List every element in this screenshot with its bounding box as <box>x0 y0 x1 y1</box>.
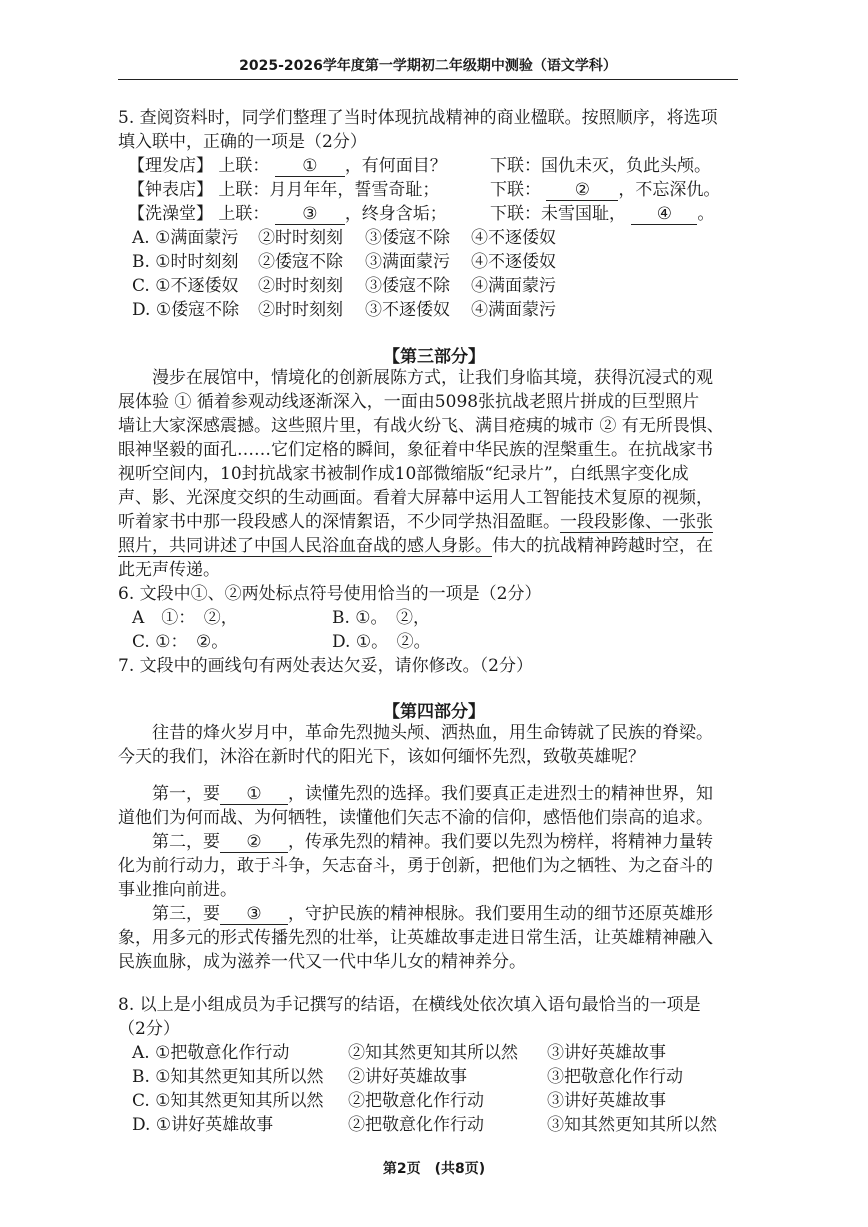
part3-line: 漫步在展馆中，情境化的创新展陈方式，让我们身临其境，获得沉浸式的观 <box>152 368 713 388</box>
option-cell: ②时时刻刻 <box>258 276 343 296</box>
option-cell: ②倭寇不除 <box>258 252 343 272</box>
page-number: 第2页 (共8页) <box>382 1161 486 1177</box>
upper-text: ，有何面目？ <box>344 156 447 176</box>
part4-para-1 <box>152 783 713 806</box>
shop-name: 【理发店】 <box>128 156 213 176</box>
part4-line: 今天的我们，沐浴在新时代的阳光下，该如何缅怀先烈，致敬英雄呢？ <box>118 747 645 767</box>
option-cell: ④满面蒙污 <box>471 276 556 296</box>
part3-title: 【第三部分】 <box>383 347 485 367</box>
para-text: 第三，要 <box>152 904 220 924</box>
blank-1: ① <box>275 156 345 177</box>
upper-text: 月月年年，誓雪奇耻； <box>269 180 440 200</box>
q8-stem-line-2: （2分） <box>118 1019 180 1039</box>
option-cell: ②讲好英雄故事 <box>348 1067 467 1087</box>
option-cell: D. ①讲好英雄故事 <box>132 1115 274 1135</box>
blank-4: ④ <box>631 204 697 225</box>
q6-option-b: B. ①。 ②， <box>332 608 431 628</box>
blank-3: ③ <box>220 904 288 925</box>
option-cell: ④不逐倭奴 <box>471 228 556 248</box>
part4-line: 化为前行动力，敢于斗争，矢志奋斗，勇于创新，把他们为之牺牲、为之奋斗的 <box>118 856 713 876</box>
option-cell: ③讲好英雄故事 <box>547 1091 666 1111</box>
option-cell: ④满面蒙污 <box>471 300 556 320</box>
upper-text: ，终身含垢； <box>344 204 447 224</box>
lower-label: 下联： <box>490 204 541 224</box>
option-cell: ③把敬意化作行动 <box>547 1067 683 1087</box>
part4-line: 事业推向前进。 <box>118 880 237 900</box>
underlined-sentence: 一段段影像、一张张 <box>560 512 713 532</box>
para-text: ，传承先烈的精神。我们要以先烈为榜样，将精神力量转 <box>288 832 713 852</box>
part4-title: 【第四部分】 <box>383 702 485 722</box>
q5-stem-line-2: 填入联中，正确的一项是（2分） <box>118 132 367 152</box>
exam-header: 2025-2026学年度第一学期初二年级期中测验（语文学科） <box>239 58 617 74</box>
para-text: 第二，要 <box>152 832 220 852</box>
option-cell: ②时时刻刻 <box>258 300 343 320</box>
lower-end: 。 <box>697 204 715 224</box>
option-cell: ③倭寇不除 <box>365 228 450 248</box>
part4-para-3 <box>152 903 713 926</box>
q5-couplet-row-lower <box>490 203 714 226</box>
part3-text: 伟大的抗战精神跨越时空，在 <box>492 536 713 556</box>
part3-line: 墙让大家深感震撼。这些照片里，有战火纷飞、满目疮痍的城市 ② 有无所畏惧、 <box>118 416 724 436</box>
q7-stem: 7. 文段中的画线句有两处表达欠妥，请你修改。（2分） <box>118 656 533 676</box>
part3-line: 眼神坚毅的面孔……它们定格的瞬间，象征着中华民族的涅槃重生。在抗战家书 <box>118 440 713 460</box>
part4-para-2 <box>152 831 713 854</box>
upper-label: 上联： <box>218 204 270 224</box>
q6-option-c: C. ①： ②。 <box>132 632 229 652</box>
q6-option-d: D. ①。 ②。 <box>332 632 431 652</box>
blank-2: ② <box>220 832 288 853</box>
option-cell: B. ①知其然更知其所以然 <box>132 1067 324 1087</box>
option-cell: A. ①把敬意化作行动 <box>132 1043 290 1063</box>
option-cell: C. ①知其然更知其所以然 <box>132 1091 324 1111</box>
upper-label: 上联： <box>218 180 270 200</box>
option-cell: ②知其然更知其所以然 <box>348 1043 518 1063</box>
option-cell: B. ①时时刻刻 <box>132 252 239 272</box>
shop-name: 【洗澡堂】 <box>128 204 213 224</box>
shop-name: 【钟表店】 <box>128 180 213 200</box>
underlined-sentence: 照片，共同讲述了中国人民浴血奋战的感人身影。 <box>118 536 492 556</box>
q6-option-a: A ①： ②， <box>132 608 238 628</box>
para-text: ，守护民族的精神根脉。我们要用生动的细节还原英雄形 <box>288 904 713 924</box>
part3-text: 听着家书中那一段段感人的深情絮语，不少同学热泪盈眶。 <box>118 512 560 532</box>
blank-3: ③ <box>275 204 345 225</box>
lower-label: 下联： <box>490 156 541 176</box>
blank-2: ② <box>546 180 618 201</box>
option-cell: ③倭寇不除 <box>365 276 450 296</box>
option-cell: ③讲好英雄故事 <box>547 1043 666 1063</box>
q6-stem: 6. 文段中①、②两处标点符号使用恰当的一项是（2分） <box>118 584 542 604</box>
part4-line: 道他们为何而战、为何牺牲，读懂他们矢志不渝的信仰，感悟他们崇高的追求。 <box>118 808 713 828</box>
part4-line: 民族血脉，成为滋养一代又一代中华儿女的精神养分。 <box>118 952 526 972</box>
q5-couplet-row-lower <box>490 155 711 178</box>
q5-couplet-row <box>128 155 447 178</box>
part3-line: 此无声传递。 <box>118 560 220 580</box>
lower-label: 下联： <box>490 180 541 200</box>
lower-text: 未雪国耻， <box>541 204 626 224</box>
part3-line-8 <box>118 535 713 558</box>
option-cell: ④不逐倭奴 <box>471 252 556 272</box>
q5-couplet-row <box>128 179 439 202</box>
q5-couplet-row-lower <box>490 179 720 202</box>
lower-text: ，不忘深仇。 <box>618 180 721 200</box>
q5-couplet-row <box>128 203 447 226</box>
part3-line-7 <box>118 511 713 534</box>
q8-stem-line-1: 8. 以上是小组成员为手记撰写的结语，在横线处依次填入语句最恰当的一项是 <box>118 995 701 1015</box>
upper-label: 上联： <box>218 156 270 176</box>
option-cell: D. ①倭寇不除 <box>132 300 240 320</box>
part3-line: 视听空间内，10封抗战家书被制作成10部微缩版“纪录片”，白纸黑字变化成 <box>118 464 689 484</box>
part4-line: 象，用多元的形式传播先烈的壮举，让英雄故事走进日常生活，让英雄精神融入 <box>118 928 713 948</box>
q5-stem-line-1: 5. 查阅资料时，同学们整理了当时体现抗战精神的商业楹联。按照顺序，将选项 <box>118 108 718 128</box>
option-cell: ②时时刻刻 <box>258 228 343 248</box>
option-cell: ②把敬意化作行动 <box>348 1091 484 1111</box>
header-rule <box>118 79 738 80</box>
option-cell: ②把敬意化作行动 <box>348 1115 484 1135</box>
option-cell: A. ①满面蒙污 <box>132 228 239 248</box>
option-cell: C. ①不逐倭奴 <box>132 276 239 296</box>
option-cell: ③知其然更知其所以然 <box>547 1115 717 1135</box>
lower-text: 国仇未灭，负此头颅。 <box>541 156 711 176</box>
part3-line: 声、影、光深度交织的生动画面。看着大屏幕中运用人工智能技术复原的视频， <box>118 488 713 508</box>
option-cell: ③不逐倭奴 <box>365 300 450 320</box>
part4-line: 往昔的烽火岁月中，革命先烈抛头颅、洒热血，用生命铸就了民族的脊梁。 <box>152 723 713 743</box>
part3-line: 展体验 ① 循着参观动线逐渐深入，一面由5098张抗战老照片拼成的巨型照片 <box>118 392 700 412</box>
blank-1: ① <box>220 784 288 805</box>
para-text: 第一，要 <box>152 784 220 804</box>
para-text: ，读懂先烈的选择。我们要真正走进烈士的精神世界，知 <box>288 784 713 804</box>
option-cell: ③满面蒙污 <box>365 252 450 272</box>
